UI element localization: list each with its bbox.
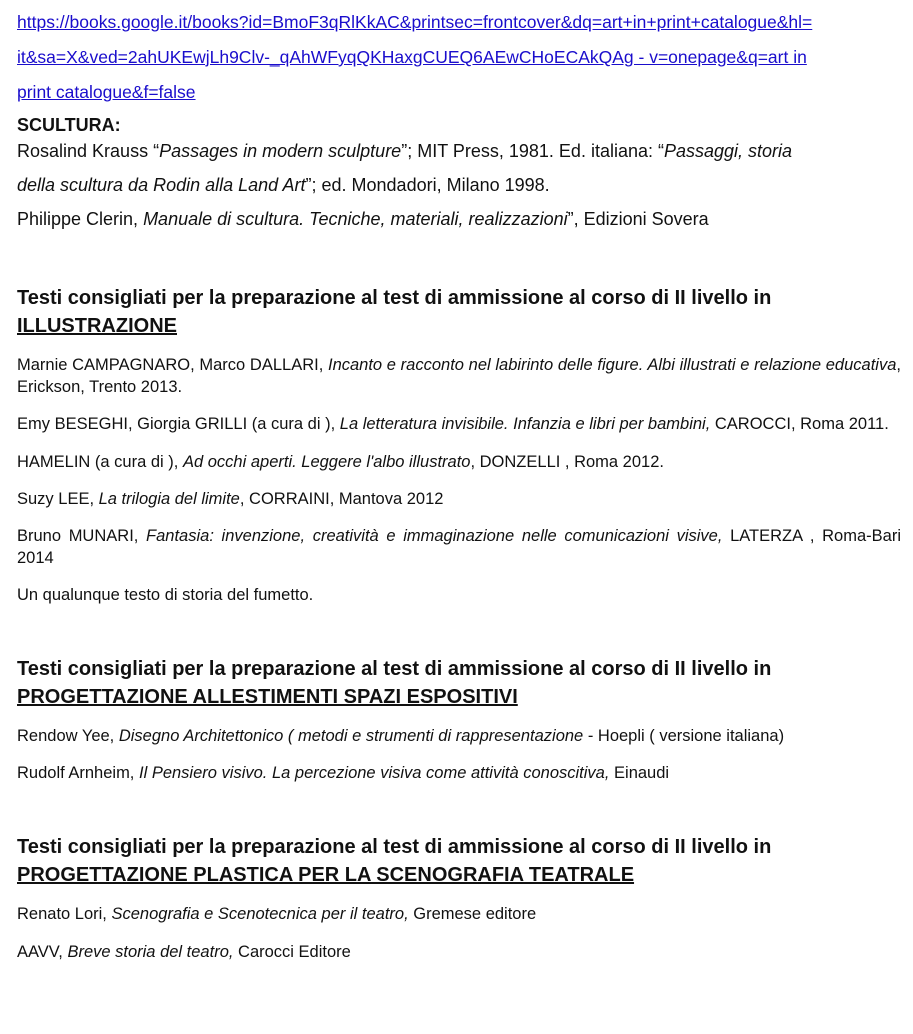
reference-krauss: Rosalind Krauss “Passages in modern sculpture”; MIT Press, 1981. Ed. italiana: “Passaggi, storia della scultura da Rodin alla Land Art”; ed. Mondadori, Milano 1998. <box>17 141 793 195</box>
reference-lori: Renato Lori, Scenografia e Scenotecnica per il teatro, Gremese editore <box>17 905 537 923</box>
url-line-2[interactable]: it&sa=X&ved=2ahUKEwjLh9Clv-_qAhWFyqQKHaxgCUEQ6AEwCHoECAkQAg - v=onepage&q=art in <box>17 47 807 67</box>
url-line-3[interactable]: print catalogue&f=false <box>17 82 196 102</box>
subject-scenografia: PROGETTAZIONE PLASTICA PER LA SCENOGRAFIA TEATRALE <box>17 864 635 886</box>
reference-campagnaro: Marnie CAMPAGNARO, Marco DALLARI, Incanto e racconto nel labirinto delle figure. Albi illustrati e relazione educativa, Erickson, Trento 2013. <box>17 356 901 396</box>
section-allestimenti <box>17 655 901 784</box>
reference-beseghi: Emy BESEGHI, Giorgia GRILLI (a cura di ), La letteratura invisibile. Infanzia e libri per bambini, CAROCCI, Roma 2011. <box>17 415 889 433</box>
reference-hamelin: HAMELIN (a cura di ), Ad occhi aperti. Leggere l'albo illustrato, DONZELLI , Roma 2012. <box>17 453 664 471</box>
reference-munari: Bruno MUNARI, Fantasia: invenzione, creatività e immaginazione nelle comunicazioni visive, LATERZA , Roma-Bari 2014 <box>17 527 901 567</box>
section-heading-allestimenti: Testi consigliati per la preparazione al test di ammissione al corso di II livello in PROGETTAZIONE ALLESTIMENTI SPAZI ESPOSITIVI <box>17 658 772 708</box>
reference-clerin: Philippe Clerin, Manuale di scultura. Tecniche, materiali, realizzazioni”, Edizioni Sovera <box>17 209 709 229</box>
section-scenografia <box>17 833 901 963</box>
url-line-1[interactable]: https://books.google.it/books?id=BmoF3qRlKkAC&printsec=frontcover&dq=art+in+print+catalogue&hl= <box>17 12 813 32</box>
section-heading-illustrazione: Testi consigliati per la preparazione al test di ammissione al corso di II livello in ILLUSTRAZIONE <box>17 287 772 337</box>
subject-illustrazione: ILLUSTRAZIONE <box>17 315 177 337</box>
reference-yee: Rendow Yee, Disegno Architettonico ( metodi e strumenti di rappresentazione - Hoepli ( versione italiana) <box>17 727 785 745</box>
reference-fumetto: Un qualunque testo di storia del fumetto. <box>17 586 314 604</box>
reference-arnheim: Rudolf Arnheim, Il Pensiero visivo. La percezione visiva come attività conoscitiva, Einaudi <box>17 764 670 782</box>
google-books-link[interactable] <box>17 5 901 110</box>
reference-lee: Suzy LEE, La trilogia del limite, CORRAINI, Mantova 2012 <box>17 490 444 508</box>
section-title-scultura: SCULTURA: <box>17 115 121 135</box>
section-scultura <box>17 114 901 236</box>
document-page <box>17 0 901 963</box>
section-illustrazione <box>17 284 901 606</box>
reference-aavv: AAVV, Breve storia del teatro, Carocci Editore <box>17 943 351 961</box>
subject-allestimenti: PROGETTAZIONE ALLESTIMENTI SPAZI ESPOSITIVI <box>17 686 518 708</box>
section-heading-scenografia: Testi consigliati per la preparazione al test di ammissione al corso di II livello in PROGETTAZIONE PLASTICA PER LA SCENOGRAFIA TEATRALE <box>17 836 772 886</box>
